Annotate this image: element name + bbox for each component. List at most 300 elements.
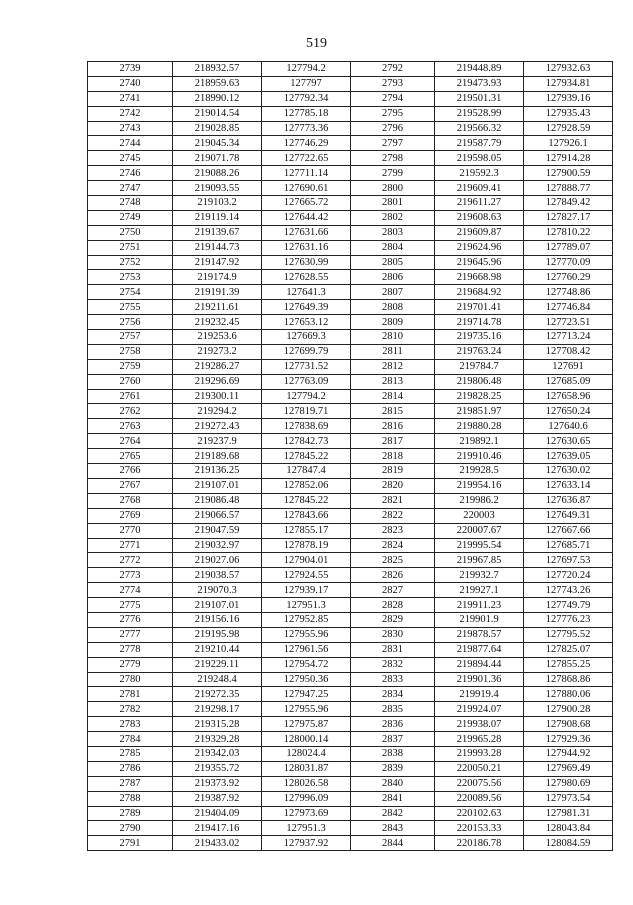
table-cell-y-coordinate-right: 127981.31: [524, 806, 613, 821]
table-row: [88, 523, 613, 538]
table-cell-x-coordinate-right: 219701.41: [435, 300, 524, 315]
table-cell-point-number-left: 2781: [88, 687, 173, 702]
table-row: [88, 300, 613, 315]
table-row: [88, 389, 613, 404]
table-cell-point-number-left: 2752: [88, 255, 173, 270]
table-row: [88, 255, 613, 270]
table-cell-y-coordinate-left: 128026.58: [262, 776, 351, 791]
table-row: [88, 270, 613, 285]
table-row: [88, 583, 613, 598]
table-row: [88, 672, 613, 687]
table-cell-point-number-left: 2749: [88, 210, 173, 225]
table-cell-x-coordinate-right: 219587.79: [435, 136, 524, 151]
table-cell-x-coordinate-left: 219119.14: [173, 210, 262, 225]
table-cell-y-coordinate-right: 127770.09: [524, 255, 613, 270]
table-cell-x-coordinate-right: 219986.2: [435, 493, 524, 508]
table-cell-y-coordinate-left: 127961.56: [262, 642, 351, 657]
table-cell-y-coordinate-left: 127842.73: [262, 434, 351, 449]
table-cell-x-coordinate-left: 219253.6: [173, 330, 262, 345]
table-cell-point-number-left: 2791: [88, 836, 173, 851]
table-cell-point-number-right: 2816: [351, 419, 435, 434]
table-row: [88, 151, 613, 166]
table-cell-x-coordinate-right: 219924.07: [435, 702, 524, 717]
table-cell-x-coordinate-right: 220102.63: [435, 806, 524, 821]
table-cell-point-number-right: 2792: [351, 62, 435, 77]
table-cell-y-coordinate-right: 127980.69: [524, 776, 613, 791]
table-cell-x-coordinate-right: 219609.87: [435, 225, 524, 240]
table-cell-y-coordinate-left: 127904.01: [262, 553, 351, 568]
table-cell-x-coordinate-right: 219892.1: [435, 434, 524, 449]
table-cell-point-number-left: 2765: [88, 449, 173, 464]
table-cell-y-coordinate-left: 127845.22: [262, 449, 351, 464]
table-cell-x-coordinate-left: 219147.92: [173, 255, 262, 270]
table-cell-y-coordinate-left: 127711.14: [262, 166, 351, 181]
table-cell-point-number-left: 2753: [88, 270, 173, 285]
table-cell-y-coordinate-right: 127630.65: [524, 434, 613, 449]
table-cell-point-number-left: 2747: [88, 181, 173, 196]
table-cell-y-coordinate-left: 127649.39: [262, 300, 351, 315]
table-cell-y-coordinate-left: 127690.61: [262, 181, 351, 196]
table-cell-x-coordinate-right: 219592.3: [435, 166, 524, 181]
table-cell-y-coordinate-right: 127713.24: [524, 330, 613, 345]
table-cell-x-coordinate-right: 219735.16: [435, 330, 524, 345]
table-cell-y-coordinate-right: 127914.28: [524, 151, 613, 166]
table-cell-x-coordinate-left: 219014.54: [173, 106, 262, 121]
table-cell-point-number-right: 2830: [351, 627, 435, 642]
table-cell-x-coordinate-left: 219174.9: [173, 270, 262, 285]
table-cell-y-coordinate-left: 127785.18: [262, 106, 351, 121]
table-cell-x-coordinate-left: 219272.35: [173, 687, 262, 702]
table-cell-y-coordinate-right: 127776.23: [524, 612, 613, 627]
table-cell-point-number-right: 2801: [351, 196, 435, 211]
table-row: [88, 746, 613, 761]
table-cell-x-coordinate-right: 219919.4: [435, 687, 524, 702]
table-cell-y-coordinate-right: 127880.06: [524, 687, 613, 702]
table-row: [88, 196, 613, 211]
table-cell-x-coordinate-left: 219433.02: [173, 836, 262, 851]
table-cell-point-number-left: 2782: [88, 702, 173, 717]
table-cell-point-number-left: 2780: [88, 672, 173, 687]
table-cell-x-coordinate-left: 219342.03: [173, 746, 262, 761]
table-cell-point-number-left: 2764: [88, 434, 173, 449]
table-cell-y-coordinate-left: 127937.92: [262, 836, 351, 851]
table-cell-point-number-right: 2839: [351, 761, 435, 776]
table-row: [88, 836, 613, 851]
table-cell-y-coordinate-right: 127939.16: [524, 91, 613, 106]
table-cell-point-number-left: 2785: [88, 746, 173, 761]
table-cell-point-number-left: 2758: [88, 344, 173, 359]
table-cell-x-coordinate-left: 219387.92: [173, 791, 262, 806]
table-cell-point-number-right: 2809: [351, 315, 435, 330]
table-cell-x-coordinate-right: 219611.27: [435, 196, 524, 211]
table-row: [88, 121, 613, 136]
table-cell-point-number-right: 2800: [351, 181, 435, 196]
table-cell-x-coordinate-right: 220089.56: [435, 791, 524, 806]
table-cell-point-number-right: 2832: [351, 657, 435, 672]
table-row: [88, 478, 613, 493]
table-row: [88, 464, 613, 479]
table-cell-y-coordinate-left: 127939.17: [262, 583, 351, 598]
table-cell-x-coordinate-left: 218932.57: [173, 62, 262, 77]
table-row: [88, 166, 613, 181]
table-row: [88, 315, 613, 330]
table-cell-x-coordinate-right: 219609.41: [435, 181, 524, 196]
table-cell-y-coordinate-right: 127900.28: [524, 702, 613, 717]
table-cell-x-coordinate-left: 219296.69: [173, 374, 262, 389]
table-row: [88, 330, 613, 345]
table-cell-y-coordinate-left: 127951.3: [262, 821, 351, 836]
table-cell-x-coordinate-right: 219954.16: [435, 478, 524, 493]
table-cell-y-coordinate-left: 127631.16: [262, 240, 351, 255]
table-cell-point-number-left: 2773: [88, 568, 173, 583]
table-cell-y-coordinate-left: 127975.87: [262, 717, 351, 732]
table-cell-point-number-left: 2767: [88, 478, 173, 493]
table-cell-x-coordinate-left: 219211.61: [173, 300, 262, 315]
table-cell-point-number-right: 2806: [351, 270, 435, 285]
table-row: [88, 553, 613, 568]
table-cell-y-coordinate-right: 127667.66: [524, 523, 613, 538]
table-cell-x-coordinate-right: 220186.78: [435, 836, 524, 851]
table-cell-point-number-right: 2815: [351, 404, 435, 419]
table-cell-x-coordinate-right: 219566.32: [435, 121, 524, 136]
table-cell-y-coordinate-right: 128084.59: [524, 836, 613, 851]
table-row: [88, 717, 613, 732]
table-cell-x-coordinate-right: 219851.97: [435, 404, 524, 419]
table-cell-x-coordinate-right: 219901.9: [435, 612, 524, 627]
table-cell-y-coordinate-left: 127665.72: [262, 196, 351, 211]
table-cell-x-coordinate-right: 219624.96: [435, 240, 524, 255]
table-cell-x-coordinate-right: 219911.23: [435, 598, 524, 613]
table-cell-y-coordinate-left: 127722.65: [262, 151, 351, 166]
table-cell-x-coordinate-left: 219329.28: [173, 732, 262, 747]
table-cell-y-coordinate-left: 127878.19: [262, 538, 351, 553]
table-cell-point-number-left: 2762: [88, 404, 173, 419]
table-cell-point-number-right: 2812: [351, 359, 435, 374]
table-cell-x-coordinate-left: 219066.57: [173, 508, 262, 523]
table-cell-y-coordinate-right: 127855.25: [524, 657, 613, 672]
table-cell-point-number-right: 2840: [351, 776, 435, 791]
table-cell-x-coordinate-left: 219248.4: [173, 672, 262, 687]
table-cell-point-number-left: 2754: [88, 285, 173, 300]
table-cell-point-number-right: 2797: [351, 136, 435, 151]
table-row: [88, 285, 613, 300]
table-cell-x-coordinate-left: 219272.43: [173, 419, 262, 434]
table-cell-point-number-left: 2772: [88, 553, 173, 568]
table-cell-y-coordinate-right: 127868.86: [524, 672, 613, 687]
table-cell-x-coordinate-right: 219501.31: [435, 91, 524, 106]
table-row: [88, 225, 613, 240]
table-cell-point-number-left: 2769: [88, 508, 173, 523]
table-cell-y-coordinate-left: 127855.17: [262, 523, 351, 538]
table-cell-point-number-right: 2804: [351, 240, 435, 255]
table-cell-x-coordinate-left: 219195.98: [173, 627, 262, 642]
table-row: [88, 91, 613, 106]
table-cell-x-coordinate-left: 219093.55: [173, 181, 262, 196]
table-cell-y-coordinate-right: 127649.31: [524, 508, 613, 523]
table-cell-y-coordinate-right: 127929.36: [524, 732, 613, 747]
table-cell-point-number-left: 2777: [88, 627, 173, 642]
table-cell-point-number-left: 2756: [88, 315, 173, 330]
table-cell-x-coordinate-left: 219298.17: [173, 702, 262, 717]
table-cell-y-coordinate-right: 127935.43: [524, 106, 613, 121]
table-cell-y-coordinate-right: 127827.17: [524, 210, 613, 225]
table-cell-point-number-right: 2817: [351, 434, 435, 449]
table-cell-y-coordinate-left: 127852.06: [262, 478, 351, 493]
table-cell-point-number-right: 2813: [351, 374, 435, 389]
table-cell-point-number-left: 2740: [88, 76, 173, 91]
table-cell-x-coordinate-left: 219232.45: [173, 315, 262, 330]
table-cell-x-coordinate-left: 219070.3: [173, 583, 262, 598]
table-cell-x-coordinate-left: 219286.27: [173, 359, 262, 374]
table-cell-point-number-right: 2802: [351, 210, 435, 225]
table-cell-point-number-right: 2793: [351, 76, 435, 91]
table-cell-point-number-right: 2831: [351, 642, 435, 657]
table-cell-x-coordinate-left: 219229.11: [173, 657, 262, 672]
table-cell-y-coordinate-left: 127924.55: [262, 568, 351, 583]
table-cell-x-coordinate-left: 219038.57: [173, 568, 262, 583]
table-row: [88, 732, 613, 747]
table-row: [88, 136, 613, 151]
table-row: [88, 821, 613, 836]
table-row: [88, 776, 613, 791]
table-cell-x-coordinate-right: 219901.36: [435, 672, 524, 687]
table-cell-x-coordinate-right: 219608.63: [435, 210, 524, 225]
table-cell-y-coordinate-right: 127720.24: [524, 568, 613, 583]
table-cell-point-number-right: 2811: [351, 344, 435, 359]
table-cell-x-coordinate-right: 219932.7: [435, 568, 524, 583]
table-cell-x-coordinate-left: 219355.72: [173, 761, 262, 776]
table-cell-point-number-left: 2739: [88, 62, 173, 77]
table-cell-y-coordinate-left: 127746.29: [262, 136, 351, 151]
table-cell-y-coordinate-left: 127669.3: [262, 330, 351, 345]
table-cell-x-coordinate-right: 219965.28: [435, 732, 524, 747]
table-cell-point-number-right: 2795: [351, 106, 435, 121]
table-cell-y-coordinate-left: 127847.4: [262, 464, 351, 479]
table-cell-y-coordinate-right: 127685.71: [524, 538, 613, 553]
table-cell-point-number-right: 2821: [351, 493, 435, 508]
table-cell-point-number-right: 2825: [351, 553, 435, 568]
table-cell-x-coordinate-left: 219273.2: [173, 344, 262, 359]
table-cell-y-coordinate-right: 127746.84: [524, 300, 613, 315]
table-row: [88, 538, 613, 553]
table-cell-x-coordinate-left: 219103.2: [173, 196, 262, 211]
table-cell-y-coordinate-left: 127631.66: [262, 225, 351, 240]
table-row: [88, 806, 613, 821]
table-cell-y-coordinate-right: 127926.1: [524, 136, 613, 151]
table-row: [88, 791, 613, 806]
table-cell-point-number-right: 2836: [351, 717, 435, 732]
table-cell-point-number-left: 2788: [88, 791, 173, 806]
table-cell-y-coordinate-left: 127792.34: [262, 91, 351, 106]
table-cell-x-coordinate-left: 219032.97: [173, 538, 262, 553]
table-cell-y-coordinate-left: 128000.14: [262, 732, 351, 747]
table-row: [88, 449, 613, 464]
table-cell-x-coordinate-left: 219300.11: [173, 389, 262, 404]
table-cell-x-coordinate-right: 219993.28: [435, 746, 524, 761]
table-cell-y-coordinate-left: 128024.4: [262, 746, 351, 761]
table-cell-x-coordinate-left: 219136.25: [173, 464, 262, 479]
table-cell-x-coordinate-left: 218990.12: [173, 91, 262, 106]
coordinates-table: [87, 61, 613, 851]
table-cell-y-coordinate-left: 127628.55: [262, 270, 351, 285]
table-cell-y-coordinate-right: 127639.05: [524, 449, 613, 464]
table-cell-point-number-left: 2763: [88, 419, 173, 434]
table-row: [88, 612, 613, 627]
table-cell-point-number-right: 2803: [351, 225, 435, 240]
table-cell-y-coordinate-left: 127955.96: [262, 702, 351, 717]
table-cell-y-coordinate-left: 127843.66: [262, 508, 351, 523]
table-cell-y-coordinate-right: 127973.54: [524, 791, 613, 806]
table-cell-point-number-left: 2750: [88, 225, 173, 240]
table-cell-point-number-left: 2744: [88, 136, 173, 151]
table-cell-x-coordinate-right: 220153.33: [435, 821, 524, 836]
table-cell-y-coordinate-right: 127969.49: [524, 761, 613, 776]
table-cell-y-coordinate-right: 127697.53: [524, 553, 613, 568]
table-cell-point-number-right: 2837: [351, 732, 435, 747]
table-cell-y-coordinate-left: 127996.09: [262, 791, 351, 806]
table-row: [88, 493, 613, 508]
table-cell-y-coordinate-right: 127630.02: [524, 464, 613, 479]
table-cell-x-coordinate-right: 219528.99: [435, 106, 524, 121]
table-cell-y-coordinate-right: 127708.42: [524, 344, 613, 359]
table-cell-point-number-left: 2783: [88, 717, 173, 732]
table-cell-y-coordinate-right: 127743.26: [524, 583, 613, 598]
table-cell-point-number-left: 2786: [88, 761, 173, 776]
table-cell-y-coordinate-left: 127838.69: [262, 419, 351, 434]
table-cell-x-coordinate-left: 219404.09: [173, 806, 262, 821]
table-cell-y-coordinate-left: 127797: [262, 76, 351, 91]
table-cell-point-number-right: 2808: [351, 300, 435, 315]
table-row: [88, 240, 613, 255]
table-cell-x-coordinate-right: 219894.44: [435, 657, 524, 672]
table-cell-point-number-right: 2827: [351, 583, 435, 598]
table-cell-point-number-left: 2774: [88, 583, 173, 598]
table-cell-y-coordinate-left: 127973.69: [262, 806, 351, 821]
table-row: [88, 344, 613, 359]
table-cell-point-number-left: 2789: [88, 806, 173, 821]
table-cell-point-number-left: 2770: [88, 523, 173, 538]
table-cell-y-coordinate-left: 127951.3: [262, 598, 351, 613]
coordinates-table-body: [88, 62, 613, 851]
table-cell-point-number-right: 2810: [351, 330, 435, 345]
table-cell-point-number-right: 2799: [351, 166, 435, 181]
table-cell-x-coordinate-left: 219047.59: [173, 523, 262, 538]
table-cell-y-coordinate-right: 127944.92: [524, 746, 613, 761]
table-cell-y-coordinate-left: 127630.99: [262, 255, 351, 270]
table-cell-x-coordinate-right: 220003: [435, 508, 524, 523]
table-cell-x-coordinate-left: 218959.63: [173, 76, 262, 91]
table-cell-y-coordinate-right: 127640.6: [524, 419, 613, 434]
table-cell-point-number-right: 2798: [351, 151, 435, 166]
table-cell-x-coordinate-left: 219210.44: [173, 642, 262, 657]
table-cell-y-coordinate-left: 127644.42: [262, 210, 351, 225]
table-cell-x-coordinate-right: 219880.28: [435, 419, 524, 434]
table-cell-point-number-right: 2833: [351, 672, 435, 687]
table-cell-y-coordinate-left: 127954.72: [262, 657, 351, 672]
table-cell-point-number-left: 2742: [88, 106, 173, 121]
table-cell-x-coordinate-right: 219938.07: [435, 717, 524, 732]
table-cell-x-coordinate-right: 220075.56: [435, 776, 524, 791]
table-cell-y-coordinate-left: 127731.52: [262, 359, 351, 374]
table-cell-x-coordinate-right: 219763.24: [435, 344, 524, 359]
table-cell-x-coordinate-right: 219598.05: [435, 151, 524, 166]
table-row: [88, 702, 613, 717]
table-row: [88, 657, 613, 672]
table-cell-y-coordinate-left: 127955.96: [262, 627, 351, 642]
table-cell-point-number-left: 2778: [88, 642, 173, 657]
table-cell-y-coordinate-right: 127691: [524, 359, 613, 374]
table-cell-x-coordinate-right: 219448.89: [435, 62, 524, 77]
table-cell-point-number-left: 2768: [88, 493, 173, 508]
table-cell-x-coordinate-right: 219684.92: [435, 285, 524, 300]
table-cell-point-number-right: 2834: [351, 687, 435, 702]
table-cell-point-number-right: 2828: [351, 598, 435, 613]
table-cell-point-number-right: 2794: [351, 91, 435, 106]
table-row: [88, 374, 613, 389]
table-cell-y-coordinate-right: 127723.51: [524, 315, 613, 330]
table-cell-y-coordinate-left: 127699.79: [262, 344, 351, 359]
table-cell-y-coordinate-left: 127794.2: [262, 62, 351, 77]
table-row: [88, 761, 613, 776]
table-row: [88, 508, 613, 523]
table-row: [88, 210, 613, 225]
table-cell-y-coordinate-right: 127789.07: [524, 240, 613, 255]
table-cell-point-number-left: 2751: [88, 240, 173, 255]
table-cell-point-number-right: 2807: [351, 285, 435, 300]
table-cell-y-coordinate-right: 127685.09: [524, 374, 613, 389]
table-cell-point-number-right: 2823: [351, 523, 435, 538]
table-cell-x-coordinate-right: 219878.57: [435, 627, 524, 642]
table-cell-x-coordinate-right: 219928.5: [435, 464, 524, 479]
table-cell-point-number-left: 2743: [88, 121, 173, 136]
table-cell-y-coordinate-left: 127845.22: [262, 493, 351, 508]
table-cell-y-coordinate-right: 127825.07: [524, 642, 613, 657]
table-cell-x-coordinate-right: 220050.21: [435, 761, 524, 776]
table-cell-y-coordinate-left: 127950.36: [262, 672, 351, 687]
table-cell-y-coordinate-right: 127749.79: [524, 598, 613, 613]
table-cell-point-number-left: 2760: [88, 374, 173, 389]
table-cell-point-number-left: 2761: [88, 389, 173, 404]
table-cell-x-coordinate-left: 219107.01: [173, 598, 262, 613]
table-cell-point-number-right: 2819: [351, 464, 435, 479]
table-cell-point-number-left: 2775: [88, 598, 173, 613]
table-row: [88, 568, 613, 583]
table-cell-point-number-right: 2796: [351, 121, 435, 136]
table-row: [88, 181, 613, 196]
table-row: [88, 62, 613, 77]
table-cell-x-coordinate-right: 219668.98: [435, 270, 524, 285]
table-cell-x-coordinate-left: 219139.67: [173, 225, 262, 240]
table-cell-y-coordinate-right: 127650.24: [524, 404, 613, 419]
table-cell-point-number-right: 2838: [351, 746, 435, 761]
table-cell-point-number-left: 2787: [88, 776, 173, 791]
table-cell-point-number-right: 2814: [351, 389, 435, 404]
table-cell-x-coordinate-left: 219417.16: [173, 821, 262, 836]
table-cell-x-coordinate-right: 219784.7: [435, 359, 524, 374]
table-cell-x-coordinate-left: 219294.2: [173, 404, 262, 419]
table-cell-x-coordinate-left: 219373.92: [173, 776, 262, 791]
table-cell-x-coordinate-left: 219088.26: [173, 166, 262, 181]
table-cell-point-number-left: 2748: [88, 196, 173, 211]
table-cell-x-coordinate-right: 219714.78: [435, 315, 524, 330]
table-cell-y-coordinate-right: 127888.77: [524, 181, 613, 196]
table-cell-point-number-right: 2826: [351, 568, 435, 583]
table-cell-y-coordinate-right: 127810.22: [524, 225, 613, 240]
table-cell-x-coordinate-left: 219086.48: [173, 493, 262, 508]
page-number: 519: [306, 36, 327, 51]
table-cell-x-coordinate-right: 219806.48: [435, 374, 524, 389]
table-cell-point-number-right: 2841: [351, 791, 435, 806]
